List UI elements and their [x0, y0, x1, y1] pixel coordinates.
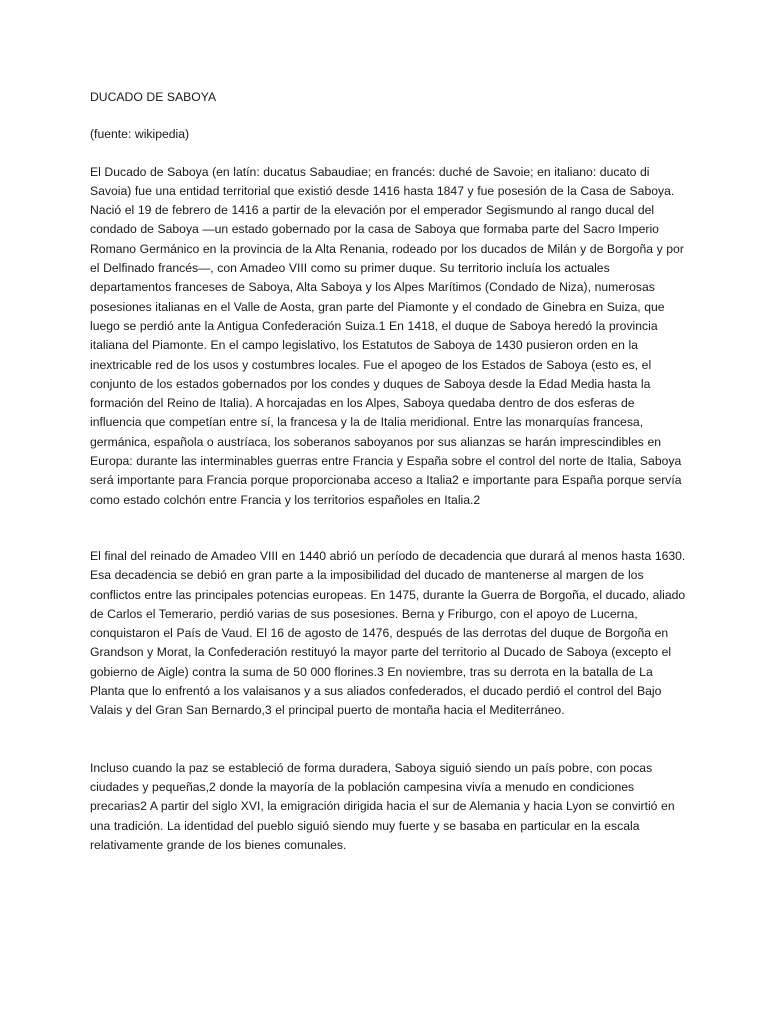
- paragraph-2: El final del reinado de Amadeo VIII en 1440 abrió un período de decadencia que durará al menos hasta 1630. Esa decadencia se debió en gran parte a la imposibilidad del ducado de mantenerse al margen de los conflictos entre las principales potencias europeas. En 1475, durante la Guerra de Borgoña, el ducado, aliado de Carlos el Temerario, perdió varias de sus posesiones. Berna y Friburgo, con el apoyo de Lucerna, conquistaron el País de Vaud. El 16 de agosto de 1476, después de las derrotas del duque de Borgoña en Grandson y Morat, la Confederación restituyó la mayor parte del territorio al Ducado de Saboya (excepto el gobierno de Aigle) contra la suma de 50 000 florines.3 En noviembre, tras su derrota en la batalla de La Planta que lo enfrentó a los valaisanos y a sus aliados confederados, el ducado perdió el control del Bajo Valais y del Gran San Bernardo,3 el principal puerto de montaña hacia el Mediterráneo.: [90, 548, 686, 718]
- paragraph-3: Incluso cuando la paz se estableció de forma duradera, Saboya siguió siendo un país pobre, con pocas ciudades y pequeñas,2 donde la mayoría de la población campesina vivía a menudo en condiciones precarias2 A partir del siglo XVI, la emigración dirigida hacia el sur de Alemania y hacia Lyon se convirtió en una tradición. La identidad del pueblo siguió siendo muy fuerte y se basaba en particular en la escala relativamente grande de los bienes comunales.: [90, 760, 675, 852]
- document-page: [90, 88, 687, 855]
- document-title: DUCADO DE SABOYA: [90, 90, 217, 104]
- document-source: (fuente: wikipedia): [90, 127, 190, 142]
- paragraph-1: El Ducado de Saboya (en latín: ducatus Sabaudiae; en francés: duché de Savoie; en italiano: ducato di Savoia) fue una entidad territorial que existió desde 1416 hasta 1847 y fue posesión de la Casa de Saboya. Nació el 19 de febrero de 1416 a partir de la elevación por el emperador Segismundo al rango ducal del condado de Saboya —un estado gobernado por la casa de Saboya que formaba parte del Sacro Imperio Romano Germánico en la provincia de la Alta Renania, rodeado por los ducados de Milán y de Borgoña y por el Delfinado francés—, con Amadeo VIII como su primer duque. Su territorio incluía los actuales departamentos franceses de Saboya, Alta Saboya y los Alpes Marítimos (Condado de Niza), numerosas posesiones italianas en el Valle de Aosta, gran parte del Piamonte y el condado de Ginebra en Suiza, que luego se perdió ante la Antigua Confederación Suiza.1 En 1418, el duque de Saboya heredó la provincia italiana del Piamonte. En el campo legislativo, los Estatutos de Saboya de 1430 pusieron orden en la inextricable red de los usos y costumbres locales. Fue el apogeo de los Estados de Saboya (esto es, el conjunto de los estados gobernados por los condes y duques de Saboya desde la Edad Media hasta la formación del Reino de Italia). A horcajadas en los Alpes, Saboya quedaba dentro de dos esferas de influencia que competían entre sí, la francesa y la de Italia meridional. Entre las monarquías francesa, germánica, española o austríaca, los soberanos saboyanos por sus alianzas se harán imprescindibles en Europa: durante las interminables guerras entre Francia y España sobre el control del norte de Italia, Saboya será importante para Francia porque proporcionaba acceso a Italia2 e importante para España porque servía como estado colchón entre Francia y los territorios españoles en Italia.2: [90, 164, 684, 507]
